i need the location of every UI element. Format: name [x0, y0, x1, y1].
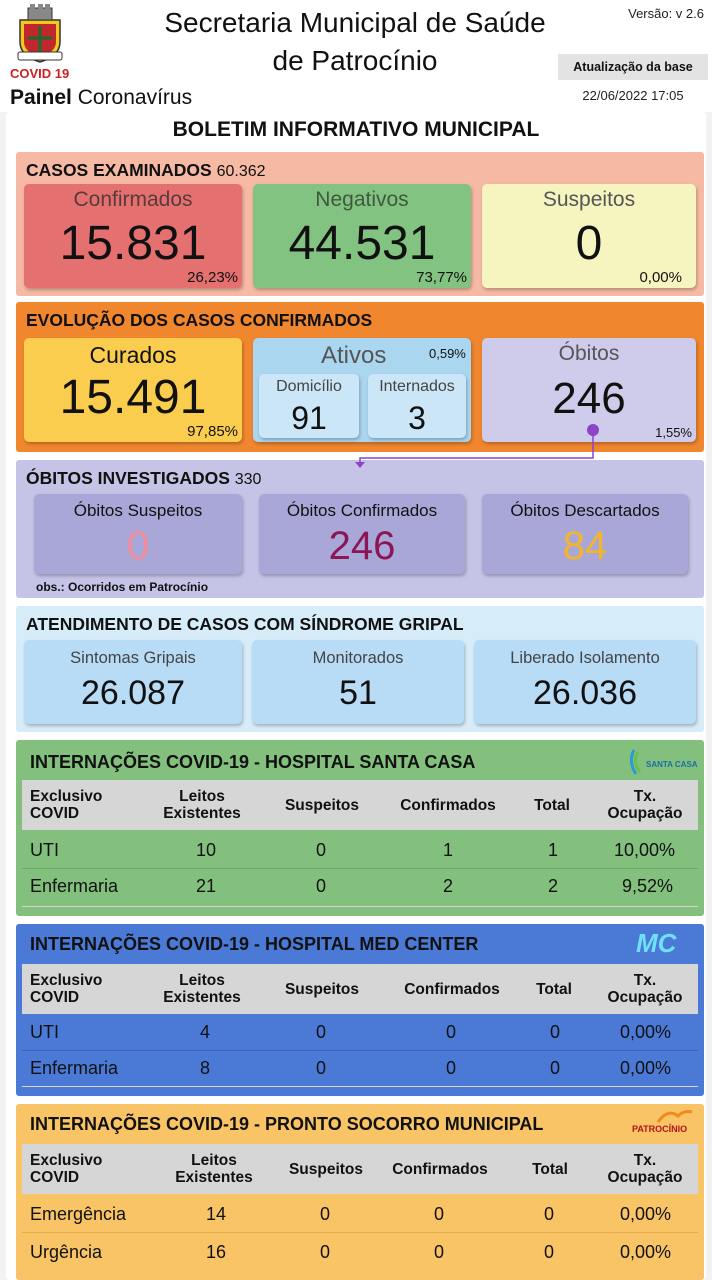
- col-total: Total: [534, 797, 570, 814]
- deaths-pct: 1,55%: [655, 425, 692, 440]
- row-name: Enfermaria: [30, 876, 119, 896]
- flu-monitored-card[interactable]: [252, 640, 464, 724]
- row-name: UTI: [30, 1022, 59, 1042]
- active-pct: 0,59%: [429, 346, 466, 361]
- pronto-socorro-title: INTERNAÇÕES COVID-19 - PRONTO SOCORRO MUNICIPAL: [30, 1114, 544, 1134]
- negative-pct: 73,77%: [416, 269, 467, 286]
- flu-released-value: 26.036: [533, 674, 637, 712]
- med-center-table: [16, 924, 704, 1096]
- med-center-thead: [22, 964, 698, 1014]
- col-occupancy: Tx. Ocupação: [607, 1152, 683, 1186]
- suspect-card[interactable]: [482, 184, 696, 288]
- deaths-confirmed-value: 246: [328, 524, 396, 568]
- row-suspects: 0: [316, 1058, 327, 1078]
- row-total: 1: [548, 840, 559, 860]
- row-suspects: 0: [320, 1242, 331, 1262]
- negative-label: Negativos: [315, 188, 409, 211]
- santa-casa-title: INTERNAÇÕES COVID-19 - HOSPITAL SANTA CASA: [30, 752, 476, 772]
- confirmed-label: Confirmados: [73, 188, 193, 211]
- row-occupancy: 0,00%: [620, 1242, 672, 1262]
- row-beds: 21: [196, 876, 217, 896]
- col-confirmed: Confirmados: [400, 797, 496, 814]
- row-occupancy: 9,52%: [622, 876, 674, 896]
- table-row[interactable]: [22, 1196, 698, 1232]
- row-occupancy: 10,00%: [614, 840, 676, 860]
- home-card[interactable]: [259, 374, 359, 438]
- cured-card[interactable]: [24, 338, 242, 442]
- home-label: Domicílio: [276, 378, 342, 395]
- row-total: 0: [544, 1242, 555, 1262]
- deaths-discarded-card[interactable]: [482, 494, 688, 574]
- row-beds: 16: [206, 1242, 227, 1262]
- col-beds: Leitos Existentes: [163, 788, 241, 822]
- col-beds: Leitos Existentes: [163, 972, 241, 1006]
- table-row[interactable]: [22, 832, 698, 868]
- row-confirmed: 0: [446, 1058, 457, 1078]
- row-beds: 10: [196, 840, 217, 860]
- col-total: Total: [536, 981, 572, 998]
- deaths-confirmed-card[interactable]: [259, 494, 465, 574]
- examined-title: CASOS EXAMINADOS 60.362: [26, 160, 266, 180]
- deaths-suspect-value: 0: [126, 524, 150, 568]
- deaths-suspect-label: Óbitos Suspeitos: [73, 501, 203, 520]
- row-confirmed: 0: [434, 1204, 445, 1224]
- row-occupancy: 0,00%: [620, 1058, 672, 1078]
- table-row[interactable]: [22, 868, 698, 904]
- santa-casa-table: [16, 740, 704, 916]
- flu-released-card[interactable]: [474, 640, 696, 724]
- bulletin-title: BOLETIM INFORMATIVO MUNICIPAL: [172, 118, 540, 141]
- row-occupancy: 0,00%: [620, 1204, 672, 1224]
- row-name: UTI: [30, 840, 59, 860]
- home-value: 91: [291, 400, 327, 436]
- investigated-section: [16, 460, 704, 598]
- patrocinio-logo-icon: PATROCÍNIO: [628, 1106, 700, 1140]
- page-title: Secretaria Municipal de Saúde de Patrocínio: [164, 7, 546, 76]
- negative-card[interactable]: [253, 184, 471, 288]
- pronto-socorro-table: [16, 1104, 704, 1280]
- flu-released-label: Liberado Isolamento: [510, 649, 660, 667]
- row-confirmed: 0: [446, 1022, 457, 1042]
- update-date: 22/06/2022 17:05: [582, 88, 684, 103]
- table-row[interactable]: [22, 1050, 698, 1086]
- med-center-logo-icon: MC: [636, 928, 677, 958]
- evolution-title: EVOLUÇÃO DOS CASOS CONFIRMADOS: [26, 310, 373, 330]
- cured-label: Curados: [89, 342, 177, 368]
- col-suspects: Suspeitos: [284, 981, 360, 998]
- active-label: Ativos: [321, 342, 387, 369]
- row-name: Emergência: [30, 1204, 127, 1224]
- suspect-label: Suspeitos: [542, 188, 636, 211]
- painel-title: Painel Coronavírus: [10, 86, 193, 109]
- row-suspects: 0: [316, 1022, 327, 1042]
- col-exclusive: Exclusivo COVID: [30, 972, 103, 1006]
- header: [0, 0, 712, 112]
- col-suspects: Suspeitos: [288, 1161, 364, 1178]
- connector-arrow-icon: [350, 420, 610, 468]
- flu-symptoms-label: Sintomas Gripais: [70, 649, 196, 667]
- santa-casa-thead: [22, 780, 698, 830]
- col-beds: Leitos Existentes: [175, 1152, 253, 1186]
- row-total: 0: [544, 1204, 555, 1224]
- row-confirmed: 0: [434, 1242, 445, 1262]
- row-beds: 14: [206, 1204, 227, 1224]
- flu-monitored-label: Monitorados: [312, 649, 404, 667]
- update-label: Atualização da base: [558, 54, 708, 80]
- deaths-suspect-card[interactable]: [34, 494, 242, 574]
- suspect-value: 0: [575, 217, 603, 270]
- suspect-pct: 0,00%: [639, 269, 682, 286]
- flu-symptoms-value: 26.087: [81, 674, 185, 712]
- deaths-label: Óbitos: [558, 342, 620, 365]
- deaths-discarded-label: Óbitos Descartados: [510, 501, 660, 520]
- santa-casa-logo-icon: SANTA CASA: [628, 746, 698, 778]
- row-occupancy: 0,00%: [620, 1022, 672, 1042]
- confirmed-value: 15.831: [59, 217, 207, 270]
- row-divider: [22, 1086, 698, 1087]
- flu-section: [16, 606, 704, 732]
- col-suspects: Suspeitos: [284, 797, 360, 814]
- pronto-socorro-thead: [22, 1144, 698, 1194]
- hospitalized-label: Internados: [379, 378, 455, 395]
- col-total: Total: [532, 1161, 568, 1178]
- row-beds: 4: [200, 1022, 211, 1042]
- row-suspects: 0: [316, 840, 327, 860]
- col-occupancy: Tx. Ocupação: [607, 972, 683, 1006]
- table-row[interactable]: [22, 1234, 698, 1270]
- deaths-discarded-value: 84: [562, 524, 608, 568]
- col-confirmed: Confirmados: [404, 981, 500, 998]
- table-row[interactable]: [22, 1014, 698, 1050]
- row-divider: [22, 1232, 698, 1233]
- confirmed-pct: 26,23%: [187, 269, 238, 286]
- row-name: Enfermaria: [30, 1058, 119, 1078]
- confirmed-card[interactable]: [24, 184, 242, 288]
- row-suspects: 0: [316, 876, 327, 896]
- row-total: 0: [550, 1058, 561, 1078]
- row-divider: [22, 906, 698, 907]
- col-exclusive: Exclusivo COVID: [30, 788, 103, 822]
- col-exclusive: Exclusivo COVID: [30, 1152, 103, 1186]
- flu-monitored-value: 51: [339, 674, 377, 712]
- deaths-confirmed-label: Óbitos Confirmados: [286, 501, 438, 520]
- investigated-note: obs.: Ocorridos em Patrocínio: [36, 580, 209, 594]
- row-confirmed: 1: [443, 840, 454, 860]
- investigated-title: ÓBITOS INVESTIGADOS 330: [26, 468, 262, 488]
- row-confirmed: 2: [443, 876, 454, 896]
- col-confirmed: Confirmados: [392, 1161, 488, 1178]
- flu-title: ATENDIMENTO DE CASOS COM SÍNDROME GRIPAL: [26, 614, 464, 634]
- examined-section: [16, 152, 704, 296]
- row-total: 0: [550, 1022, 561, 1042]
- row-suspects: 0: [320, 1204, 331, 1224]
- row-beds: 8: [200, 1058, 211, 1078]
- covid-tag: COVID 19: [10, 66, 70, 81]
- deaths-value: 246: [552, 374, 626, 423]
- col-occupancy: Tx. Ocupação: [607, 788, 683, 822]
- negative-value: 44.531: [288, 217, 436, 270]
- med-center-title: INTERNAÇÕES COVID-19 - HOSPITAL MED CENTER: [30, 934, 479, 954]
- row-name: Urgência: [30, 1242, 103, 1262]
- cured-pct: 97,85%: [187, 423, 238, 440]
- version-label: Versão: v 2.6: [628, 6, 704, 21]
- municipal-crest-icon: [14, 2, 66, 64]
- flu-symptoms-card[interactable]: [24, 640, 242, 724]
- hospitalized-value: 3: [408, 400, 426, 436]
- row-total: 2: [548, 876, 559, 896]
- cured-value: 15.491: [59, 371, 207, 424]
